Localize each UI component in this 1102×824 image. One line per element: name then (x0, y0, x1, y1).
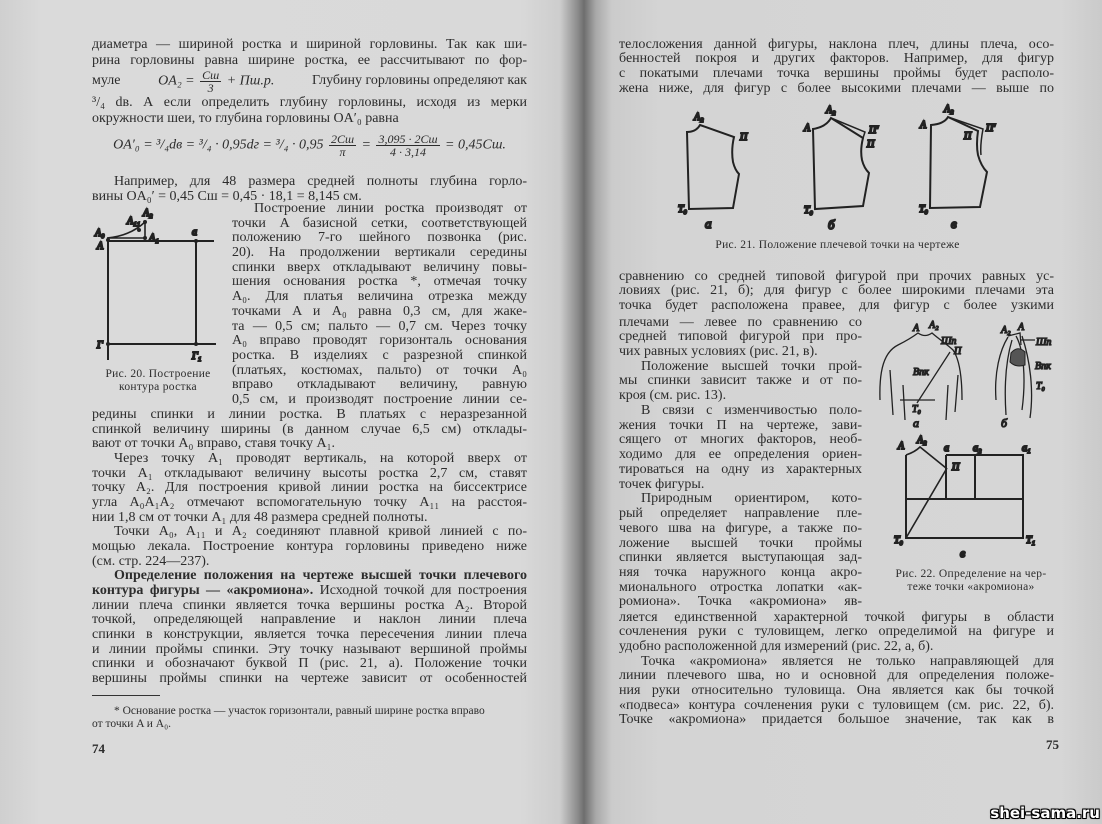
text-line: удобно расположенной для измерений (рис. 22, а, б). (619, 639, 934, 654)
text-line: угла A₀A₁A₂ отмечают вспомогательную точку A₁₁ на расстоя- (92, 496, 527, 511)
text-line: спинки в конструкции, является точка пересечения линии плеча (92, 628, 527, 643)
figure-21b (803, 105, 879, 232)
label: T₀ (678, 204, 688, 215)
text-line: телосложения данной фигуры, наклона плеч, длины плеча, осо- (619, 37, 1054, 52)
text-line: сочленения руки с туловищем, легко определимой на фигуре и (619, 625, 1054, 640)
text-line: вины OA₀′ = 0,45 Cш = 0,45 · 18,1 = 8,145 см. (92, 189, 362, 204)
label: Шп (941, 336, 957, 347)
label: A (920, 120, 927, 131)
formula-part: = 0,45Cш. (445, 137, 506, 153)
denominator: 4 · 3,14 (390, 145, 426, 159)
label: T₀ (804, 205, 814, 216)
text-line: редины спинки и линии ростка. В платьях с неразрезанной (92, 408, 527, 422)
text-line: шения основания ростка *, отмечая точку (232, 275, 527, 290)
text: Глубину горловины определяют как (312, 73, 527, 88)
formula-part: = (361, 137, 371, 153)
text-line: рый определяет направление пле- (619, 507, 862, 522)
label: П (740, 132, 748, 143)
numerator: Cш (202, 67, 220, 82)
text-line: Точка «акромиона» является не только направляющей для (641, 654, 1054, 669)
label: П′ (986, 123, 996, 134)
label: в (951, 216, 957, 231)
figure-22v (894, 435, 1035, 560)
caption-line: контура ростка (119, 381, 197, 393)
text-line: няя точка наружного конца акро- (619, 565, 862, 580)
text-line: нии 1,8 см от точки A₁ для 48 размера средней полноты. (92, 510, 428, 525)
label: T₀ (894, 535, 904, 546)
text: муле (92, 73, 121, 88)
text-line: спинкой величину ширины (в данном случае 6,5 см) отклады- (92, 422, 527, 437)
back-grid (108, 240, 216, 360)
text-line: «подвеса» контура сочленения руки с туловищем (см. рис. 22, б). (619, 698, 1054, 713)
label: Впк (1035, 361, 1051, 372)
label: а₂ (973, 443, 982, 454)
caption-line: Рис. 20. Построение (105, 368, 211, 380)
denominator: π (339, 145, 346, 159)
page-number: 75 (1046, 737, 1059, 752)
text-line: (см. стр. 224—237). (92, 554, 210, 569)
label: A (97, 241, 104, 252)
footnote-line: * Основание ростка — участок горизонтали, равный ширине ростка вправо (114, 705, 485, 717)
label: A (1018, 322, 1025, 333)
text-line: Природным ориентиром, кото- (641, 492, 862, 507)
text-line: плечами — левее по сравнению со (619, 315, 862, 330)
text-line: вают от точки A₀ вправо, ставя точку A₁. (92, 437, 335, 452)
text-line: точкой, определяющей направление и наклон линии плеча (92, 613, 527, 628)
text-line: и линии проймы спинки. Эту точку называют вершиной проймы (92, 642, 527, 657)
text-line: мионального отростка лопатки «ак- (619, 580, 862, 595)
label: Г (97, 340, 103, 351)
label: П (964, 131, 972, 142)
label: П (954, 346, 962, 357)
label: П (952, 462, 960, 473)
text-line: бенностей покроя и других факторов. Например, для фигур (619, 52, 1054, 67)
text-line: 20). На продолжении вертикали середины (232, 246, 527, 261)
text-line: 0,5 см, и производят построение линии се- (232, 392, 527, 407)
text-line: Точке «акромиона» придается большое значение, так как в (619, 713, 1054, 728)
label: а (192, 227, 197, 238)
label: а₁ (1022, 443, 1031, 454)
caption-line: теже точки «акромиона» (907, 581, 1035, 593)
label: в (960, 546, 966, 560)
text-line: диаметра — шириной ростка и шириной горловины. Так как ши- (92, 37, 527, 52)
bold-heading: контура фигуры — «акромиона». (92, 584, 314, 599)
text-line: Например, для 48 размера средней полноты глубина горло- (114, 174, 527, 189)
text-line: спинки является выступающая зад- (619, 551, 862, 566)
label: A (913, 323, 920, 334)
label: A₂ (917, 435, 927, 446)
label: T₁ (1026, 535, 1036, 546)
label: T₀ (1036, 381, 1046, 392)
figure-20 (94, 208, 216, 362)
footnote-line: от точки A и A₀. (92, 718, 171, 730)
text-line: кроя (см. рис. 13). (619, 389, 727, 404)
label: Шп (1036, 337, 1052, 348)
text-line: сравнению со средней типовой фигурой при прочих равных ус- (619, 269, 1054, 284)
text-line: ³/₄ dв. А если определить глубину горловины, исходя из мерки (92, 95, 527, 110)
text-line: чих равных условиях (рис. 21, в). (619, 344, 818, 359)
numerator: 2Cш (330, 132, 355, 146)
text-line: мы спинки зависит также и от по- (619, 374, 862, 389)
label: A₁₁ (127, 216, 141, 227)
text-line: точки A базисной сетки, соответствующей (232, 216, 527, 231)
label: A (804, 123, 811, 134)
label: A₂ (1001, 325, 1011, 336)
text-line: Построение линии ростка производят от (254, 202, 527, 216)
text-line: ляется единственной характерной точкой фигуры в области (619, 610, 1054, 625)
text-line: ростка. В изделиях с разрезной спинкой (232, 348, 527, 363)
figure-21a (678, 112, 748, 231)
denominator: 3 (207, 80, 214, 95)
text-line: рина горловины равна ширине ростка, ее рассчитывают по фор- (92, 52, 527, 68)
text-line: тироваться на одну из характерных (619, 462, 862, 477)
bold-heading: Определение положения на чертеже высшей точки плечевого (114, 569, 527, 584)
label: б (828, 217, 835, 232)
text-line: жена ниже, для фигур с более высокими плечами — выше по (619, 81, 1054, 96)
text-line: мощью лекала. Построение контура горловины приведено ниже (92, 540, 527, 555)
figure-22b (996, 322, 1052, 430)
text-line: линии плеча спинки является точка вершины ростка A₂. Второй (92, 598, 527, 613)
text-line: точек фигуры. (619, 477, 705, 492)
text-line: чевого шва на фигуре, а также по- (619, 521, 862, 536)
text-line: ния руки относительно туловища. Она является как бы точкой (619, 683, 1054, 698)
label: а (705, 216, 712, 231)
label: Г₁ (192, 351, 202, 362)
figure-21v (919, 104, 996, 231)
label: A₀ (95, 228, 105, 239)
label: A (898, 441, 905, 452)
text-line: ловиях (рис. 21, б); для фигур с более широкими плечами эта (619, 284, 1054, 299)
text-line: точку A₂. Для построения кривой линии ростка на биссектрисе (92, 481, 527, 496)
label: A₁ (149, 233, 159, 244)
text-line: точки A₁ откладывают величину высоты ростка 2,7 см, ставят (92, 466, 527, 481)
text-line: Положение высшей точки прой- (641, 359, 862, 374)
text: Исходной точкой для построения (313, 584, 527, 599)
text-line: жения точки П на чертеже, зави- (619, 418, 862, 433)
text-line: Точки A₀, A₁₁ и A₂ соединяют плавной кривой линией с по- (114, 525, 527, 540)
text-line: вправо откладывают величину, равную (232, 378, 527, 393)
page-number: 74 (92, 741, 105, 756)
text-line: спинки вверх откладывают величину повы- (232, 260, 527, 275)
label: A₂ (929, 320, 939, 331)
text-line: ромиона». Точка «акромиона» яв- (619, 595, 862, 610)
label: A₂ (143, 208, 153, 219)
figure-21-caption: Рис. 21. Положение плечевой точки на чертеже (715, 239, 960, 251)
text-line: ходимо для ее определения ориен- (619, 448, 862, 463)
label: а (913, 416, 919, 430)
formula-part: OA′₀ = ³/₄dв = ³/₄ · 0,95dг = ³/₄ · 0,95 (113, 137, 324, 153)
text-line: A₀ вправо проводят горизонталь основания (232, 334, 527, 349)
text-line: спинки и обозначают буквой П (рис. 21, а). Положение точки (92, 657, 527, 672)
label: а (944, 443, 949, 454)
figure-22a (880, 320, 962, 430)
label: T₀ (912, 404, 922, 415)
label: б (1001, 416, 1008, 430)
text-line: точками A и A₀ равна 0,3 см, для жаке- (232, 304, 527, 319)
caption-line: Рис. 22. Определение на чер- (895, 568, 1047, 580)
text-line: сящего от многих факторов, необ- (619, 433, 862, 448)
text-line: вершины проймы спинки на чертеже зависит от особенностей (92, 672, 527, 687)
text-line: ложение высшей точки проймы (619, 536, 862, 551)
text-line: та — 0,5 см; пальто — 0,7 см. Через точку (232, 319, 527, 334)
text-line: Через точку A₁ проводят вертикаль, на которой вверх от (114, 452, 527, 467)
label: П (867, 139, 875, 150)
text-line: линии плечевого шва, но и основной для определения положе- (619, 669, 1054, 684)
formula-term: + Пш.р. (226, 73, 275, 89)
text-line: В связи с изменчивостью поло- (641, 403, 862, 418)
label: A₂ (694, 112, 704, 123)
text-line: (платьях, костюмах, пальто) от точки A₀ (232, 363, 527, 378)
label: T₀ (919, 204, 929, 215)
text-line: с покатыми плечами точка вершины проймы будет располо- (619, 66, 1054, 81)
formula-lhs: OA₂ = (158, 73, 195, 89)
label: П′ (869, 125, 879, 136)
text-line: A₀. Для платья величина отрезка между (232, 290, 527, 305)
text-line: точка будет расположена правее, для фигур с более узкими (619, 299, 1054, 314)
text-line: окружности шеи, то глубина горловины OA′₀ равна (92, 110, 399, 126)
text-line: положению 7-го шейного позвонка (рис. (232, 231, 527, 246)
text-line: средней типовой фигурой при про- (619, 330, 862, 345)
label: A₂ (944, 104, 954, 115)
label: Впк (913, 367, 929, 378)
numerator: 3,095 · 2Cш (378, 132, 438, 146)
label: A₂ (826, 105, 836, 116)
watermark: shei-sama.ru (990, 804, 1100, 822)
